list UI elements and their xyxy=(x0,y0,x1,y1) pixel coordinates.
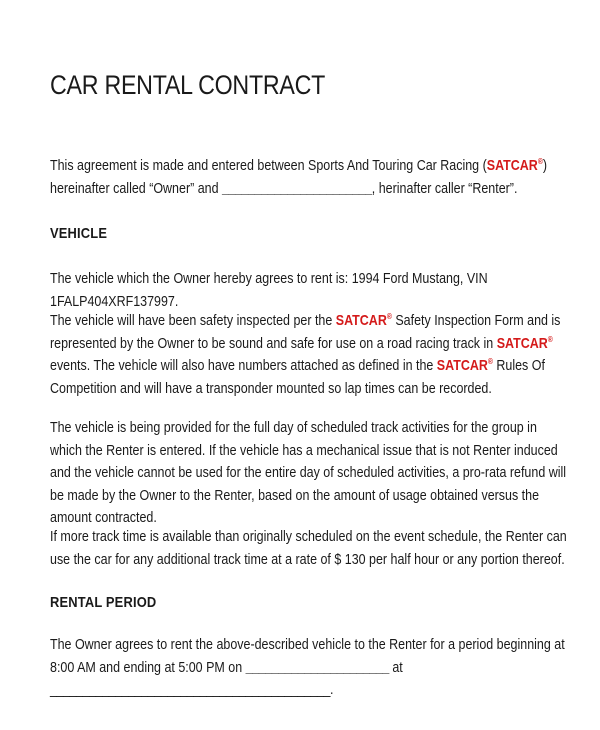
intro-paragraph xyxy=(50,155,572,200)
vehicle-heading: VEHICLE xyxy=(50,225,108,242)
date-blank[interactable]: ______________________ xyxy=(245,659,389,676)
intro-text: ) hereinafter called “Owner” and xyxy=(50,158,548,197)
rental-period-paragraph: The Owner agrees to rent the above-described vehicle to the Renter for a period beginning at 8:00 AM and ending at 5:00 PM on ______________________ at ___________________________________________. xyxy=(50,637,565,698)
intro-text: , herinafter caller “Renter”. xyxy=(371,180,518,197)
brand-name: SATCAR® xyxy=(486,157,543,174)
safety-paragraph: The vehicle will have been safety inspected per the SATCAR® Safety Inspection Form and is represented by the Owner to be sound and safe for use on a road racing track in SATCAR® events. The vehicle will also have numbers attached as defined in the SATCAR® Rules Of Competition and will have a transponder mounted so lap times can be recorded. xyxy=(50,312,561,397)
brand-name: SATCAR® xyxy=(496,334,553,352)
owner-renter-blank[interactable]: _______________________ xyxy=(222,180,372,197)
brand-name: SATCAR® xyxy=(436,357,493,374)
track-time-paragraph: If more track time is available than originally scheduled on the event schedule, the Renter can use the car for any additional track time at a rate of $ 130 per half hour or any portion thereof. xyxy=(50,529,567,568)
document-title: CAR RENTAL CONTRACT xyxy=(50,70,326,100)
vehicle-description: The vehicle which the Owner hereby agrees to rent is: 1994 Ford Mustang, VIN 1FALP404XRF137997. xyxy=(50,271,488,310)
usage-paragraph: The vehicle is being provided for the full day of scheduled track activities for the group in which the Renter is entered. If the vehicle has a mechanical issue that is not Renter induced and the vehicle cannot be used for the entire day of scheduled activities, a pro-rata refund will be made by the Owner to the Renter, based on the amount of usage obtained versus the amount contracted. xyxy=(50,420,567,526)
brand-name: SATCAR® xyxy=(335,312,392,329)
rental-period-heading: RENTAL PERIOD xyxy=(50,594,157,611)
location-blank[interactable]: ___________________________________________ xyxy=(50,682,331,698)
intro-text: This agreement is made and entered between Sports And Touring Car Racing ( xyxy=(50,158,487,174)
